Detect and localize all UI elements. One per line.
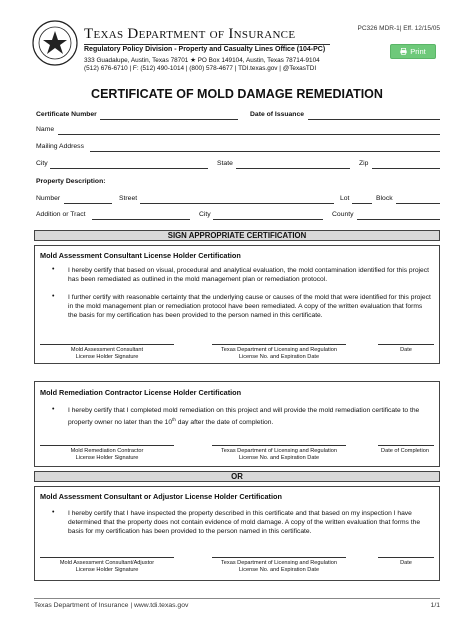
city2-label: City (199, 211, 211, 218)
name-field[interactable] (58, 134, 440, 135)
section3-license-line[interactable] (212, 557, 346, 558)
agency-contact: (512) 676-6710 | F: (512) 490-1014 | (800) 578-4677 | TDI.texas.gov | @TexasTDI (84, 65, 317, 72)
footer-agency: Texas Department of Insurance | www.tdi.texas.gov (34, 602, 189, 609)
bullet-icon: • (52, 406, 55, 413)
form-number: PC326 MDR-1| Eff. 12/15/05 (357, 25, 440, 32)
print-button[interactable] (390, 44, 436, 59)
state-seal-icon (32, 20, 78, 66)
zip-field[interactable] (372, 168, 440, 169)
bullet-icon: • (52, 266, 55, 273)
city-label: City (36, 160, 48, 167)
number-field[interactable] (64, 203, 112, 204)
section1-signature-line[interactable] (40, 344, 174, 345)
state-field[interactable] (236, 168, 350, 169)
section2-license-line[interactable] (212, 445, 346, 446)
section1-heading: Mold Assessment Consultant License Holder Certification (40, 251, 241, 260)
lot-field[interactable] (352, 203, 372, 204)
section2-signature-line[interactable] (40, 445, 174, 446)
name-label: Name (36, 126, 55, 133)
section3-date-caption: Date (400, 560, 412, 566)
mailing-address-field[interactable] (90, 151, 440, 152)
section2-heading: Mold Remediation Contractor License Holder Certification (40, 388, 242, 397)
street-field[interactable] (140, 203, 334, 204)
section1-date-line[interactable] (378, 344, 434, 345)
section2-bullet: I hereby certify that I completed mold remediation on this project and will provide the mold remediation certificate to the property owner no later than the 10th day after the date of completion. (68, 407, 420, 427)
page-title: CERTIFICATE OF MOLD DAMAGE REMEDIATION (91, 87, 383, 101)
section2-date-line[interactable] (378, 445, 434, 446)
addition-tract-label: Addition or Tract (36, 211, 86, 218)
property-description-label: Property Description: (36, 178, 106, 185)
section1-sig-caption: Mold Assessment Consultant License Holder Signature (70, 347, 144, 361)
footer-rule (34, 598, 440, 599)
agency-rule (84, 44, 330, 45)
certificate-number-field[interactable] (100, 119, 238, 120)
date-of-issuance-label: Date of Issuance (250, 111, 305, 118)
section1-date-caption: Date (400, 347, 412, 353)
section1-bullet2: I further certify with reasonable certainty that the underlying cause or causes of the mold that were identified for this project in the mold management plan or remediation protocol have been remediated. A copy of the written evaluation that forms the basis for my certification has been provided to the person named in this certificate. (68, 294, 431, 320)
section1-license-caption: Texas Department of Licensing and Regulation License No. and Expiration Date (221, 347, 337, 361)
county-label: County (332, 211, 354, 218)
sign-certification-band: SIGN APPROPRIATE CERTIFICATION (34, 230, 440, 241)
lot-label: Lot (340, 195, 350, 202)
print-button-label: Print (410, 47, 426, 56)
section1-license-line[interactable] (212, 344, 346, 345)
section2-sig-caption: Mold Remediation Contractor License Holder Signature (70, 448, 144, 462)
date-of-issuance-field[interactable] (308, 119, 440, 120)
section3-license-caption: Texas Department of Licensing and Regulation License No. and Expiration Date (221, 560, 337, 574)
mailing-address-label: Mailing Address (36, 143, 84, 150)
block-label: Block (376, 195, 393, 202)
bullet-icon: • (52, 293, 55, 300)
section3-signature-line[interactable] (40, 557, 174, 558)
number-label: Number (36, 195, 61, 202)
state-label: State (217, 160, 233, 167)
footer-page-number: 1/1 (430, 602, 440, 609)
or-band: OR (34, 471, 440, 482)
city-field[interactable] (50, 168, 208, 169)
section3-heading: Mold Assessment Consultant or Adjustor License Holder Certification (40, 492, 282, 501)
section1-bullet1: I hereby certify that based on visual, procedural and analytical evaluation, the mold contamination identified for this project has been remediated as outlined in the mold management plan or remediation protocol. (68, 267, 429, 284)
section3-date-line[interactable] (378, 557, 434, 558)
street-label: Street (119, 195, 138, 202)
section3-bullet: I hereby certify that I have inspected the property described in this certificate and that based on my inspection I have determined that the property does not contain evidence of mold damage. A copy of the written evaluation that forms the basis for my certification has been provided to the person named in this certificate. (68, 510, 421, 536)
county-field[interactable] (357, 219, 440, 220)
agency-division: Regulatory Policy Division - Property and Casualty Lines Office (104-PC) (84, 46, 326, 53)
bullet-icon: • (52, 509, 55, 516)
print-icon (400, 48, 407, 55)
section3-sig-caption: Mold Assessment Consultant/Adjustor License Holder Signature (59, 560, 155, 574)
agency-name: Texas Department of Insurance (84, 26, 296, 42)
addition-tract-field[interactable] (92, 219, 190, 220)
section2-license-caption: Texas Department of Licensing and Regulation License No. and Expiration Date (221, 448, 337, 462)
city2-field[interactable] (213, 219, 323, 220)
block-field[interactable] (396, 203, 440, 204)
agency-address: 333 Guadalupe, Austin, Texas 78701 ★ PO Box 149104, Austin, Texas 78714-9104 (84, 57, 320, 64)
zip-label: Zip (359, 160, 369, 167)
certificate-number-label: Certificate Number (36, 111, 97, 118)
section2-date-caption: Date of Completion (381, 448, 429, 454)
